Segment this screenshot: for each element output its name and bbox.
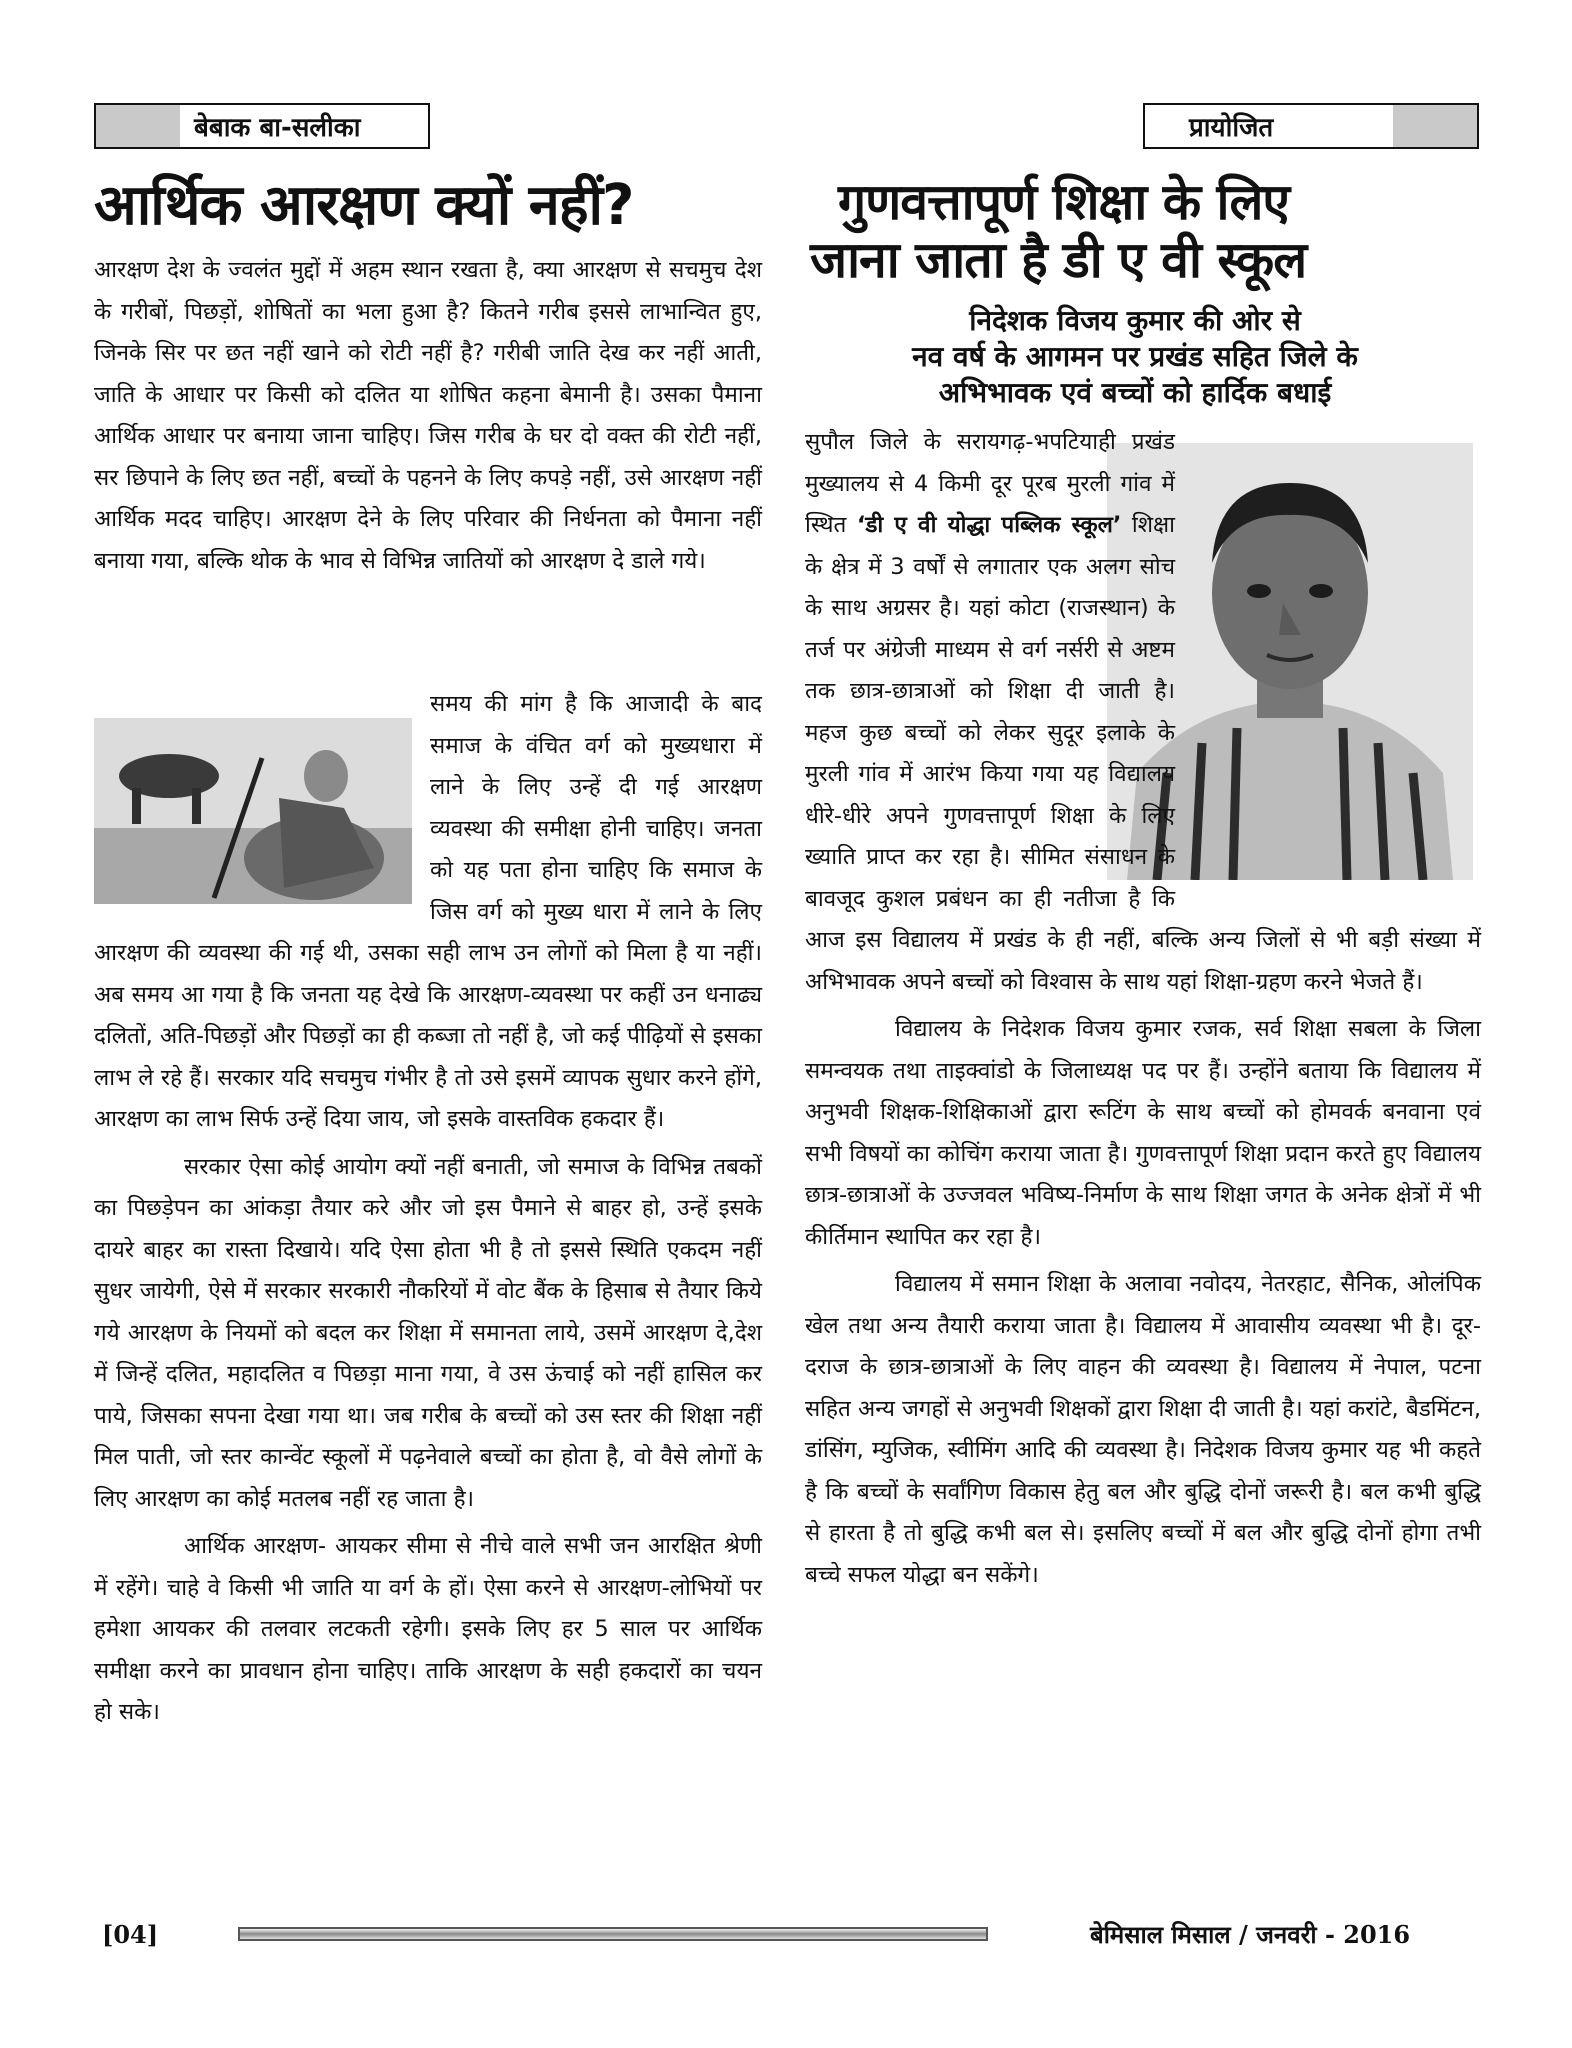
right-headline-line-1: गुणवत्तापूर्ण शिक्षा के लिए (838, 173, 1290, 231)
footer-rule (238, 1927, 988, 1941)
magazine-issue: बेमिसाल मिसाल / जनवरी - 2016 (1090, 1920, 1411, 1949)
right-intro-text: सुपौल जिले के सरायगढ़-भपटियाही प्रखंड मुख्यालय से 4 किमी दूर पूरब मुरली गांव में स्थित (805, 429, 1175, 538)
right-subhead-line-3: अभिभावक एवं बच्चों को हार्दिक बधाई (938, 376, 1332, 409)
right-subhead-line-1: निदेशक विजय कुमार की ओर से (969, 304, 1301, 337)
left-body-top (94, 250, 762, 582)
right-intro-text-2: शिक्षा के क्षेत्र में 3 वर्षों से लगातार एक अलग सोच के साथ अग्रसर है। यहां कोटा (राजस्थान) के तर्ज पर अंग्रेजी माध्यम से वर्ग नर्सरी से अष्टम तक छात्र-छात्राओं को शिक्षा दी जाती है। महज (805, 512, 1175, 746)
section-tag-right (1143, 103, 1479, 149)
section-tag-label-right: प्रायोजित (1189, 113, 1274, 143)
right-para-1-cont: कुछ बच्चों को लेकर सुदूर इलाके के मुरली गांव में आरंभ किया गया यह विद्यालय धीरे-धीरे अपने गुणवत्तापूर्ण शिक्षा के लिए ख्याति प्राप्त कर रहा है। सीमित संसाधन के बावजूद कुशल प्रबंधन का ही नतीजा है कि आज इस विद्यालय में प्रखंड के ही नहीं, बल्कि अन्य जिलों से भी बड़ी संख्या में अभिभावक अपने बच्चों को विश्वास के साथ यहां शिक्षा-ग्रहण करने भेजते हैं। (805, 719, 1481, 995)
left-para-1: आरक्षण देश के ज्वलंत मुद्दों में अहम स्थान रखता है, क्या आरक्षण से सचमुच देश के गरीबों, पिछड़ों, शोषितों का भला हुआ है? कितने गरीब इससे लाभान्वित हुए, जिनके सिर पर छत नहीं खाने को रोटी नहीं है? गरीबी जाति देख कर नहीं आती, जाति के आधार पर किसी को दलित या शोषित कहना बेमानी है। उसका पैमाना आर्थिक आधार पर बनाया जाना चाहिए। जिस गरीब के घर दो वक्त की रोटी नहीं, सर छिपाने के लिए छत नहीं, बच्चों के पहनने के लिए कपड़े नहीं, उसे आरक्षण नहीं आर्थिक मदद चाहिए। आरक्षण देने के लिए परिवार की निर्धनता को पैमाना नहीं बनाया गया, बल्कि थोक के भाव से विभिन्न जातियों को आरक्षण दे डाले गये। (94, 257, 762, 574)
section-tag-left (94, 103, 430, 149)
left-para-3: सरकार ऐसा कोई आयोग क्यों नहीं बनाती, जो समाज के विभिन्न तबकों का पिछड़ेपन का आंकड़ा तैयार करे और जो इस पैमाने से बाहर हो, उन्हें इसके दायरे बाहर का रास्ता दिखाये। यदि ऐसा होता भी है तो इससे स्थिति एकदम नहीं सुधर जायेगी, ऐसे में सरकार सरकारी नौकरियों में वोट बैंक के हिसाब से तैयार किये गये आरक्षण के नियमों को बदल कर शिक्षा में समानता लाये, उसमें आरक्षण दे,देश में जिन्हें दलित, महादलित व पिछड़ा माना गया, वे उस ऊंचाई को नहीं हासिल कर पाये, जिसका सपना देखा गया था। जब गरीब के बच्चों को उस स्तर की शिक्षा नहीं मिल पाती, जो स्तर कान्वेंट स्कूलों में पढ़नेवाले बच्चों का होता है, वो वैसे लोगों के लिए आरक्षण का कोई मतलब नहीं रह जाता है। (94, 1153, 762, 1512)
left-para-2 (94, 684, 762, 1141)
tag-shade-right (1393, 105, 1477, 147)
photo-float-spacer (94, 684, 430, 928)
right-body (805, 422, 1481, 1596)
left-para-2-text: समय की मांग है कि आजादी के बाद समाज के वंचित वर्ग को मुख्यधारा में लाने के लिए उन्हें दी गई आरक्षण व्यवस्था की समीक्षा होनी चाहिए। जनता को यह पता होना चाहिए कि समाज के जिस वर्ग को मुख्य धारा में लाने के लिए आरक्षण की व्यवस्था की गई थी, उसका सही लाभ उन लोगों को मिला है या नहीं। अब समय आ गया है कि जनता यह देखे कि आरक्षण-व्यवस्था पर कहीं उन धनाढ्य दलितों, अति-पिछड़ों और पिछड़ों का ही कब्जा तो नहीं है, जो कई पीढ़ियों से इसका लाभ ले रहे हैं। सरकार यदि सचमुच गंभीर है तो उसे इसमें व्यापक सुधार करने होंगे, आरक्षण का लाभ सिर्फ उन्हें दिया जाय, जो इसके वास्तविक हकदार हैं। (94, 691, 762, 1132)
portrait-float-spacer (1175, 422, 1481, 888)
right-para-3: विद्यालय में समान शिक्षा के अलावा नवोदय, नेतरहाट, सैनिक, ओलंपिक खेल तथा अन्य तैयारी कराया जाता है। विद्यालय में आवासीय व्यवस्था भी है। दूर-दराज के छात्र-छात्राओं के लिए वाहन की व्यवस्था है। विद्यालय में नेपाल, पटना सहित अन्य जगहों से अनुभवी शिक्षकों द्वारा शिक्षा दी जाती है। यहां करांटे, बैडमिंटन, डांसिंग, म्युजिक, स्वीमिंग आदि की व्यवस्था है। निदेशक विजय कुमार यह भी कहते है कि बच्चों के सर्वांगिण विकास हेतु बल और बुद्धि दोनों जरूरी है। बल कभी बुद्धि से हारता है तो बुद्धि कभी बल से। इसलिए बच्चों में बल और बुद्धि दोनों होगा तभी बच्चे सफल योद्धा बन सकेंगे। (805, 1271, 1481, 1588)
left-headline: आर्थिक आरक्षण क्यों नहीं? (94, 173, 634, 238)
section-tag-label: बेबाक बा-सलीका (194, 113, 361, 143)
right-para-2: विद्यालय के निदेशक विजय कुमार रजक, सर्व शिक्षा सबला के जिला समन्वयक तथा ताइक्वांडो के जिलाध्यक्ष पद पर हैं। उन्होंने बताया कि विद्यालय में अनुभवी शिक्षक-शिक्षिकाओं द्वारा रूटिंग के साथ बच्चों को होमवर्क बनवाना एवं सभी विषयों का कोचिंग कराया जाता है। गुणवत्तापूर्ण शिक्षा प्रदान करते हुए विद्यालय छात्र-छात्राओं के उज्जवल भविष्य-निर्माण के साथ शिक्षा जगत के अनेक क्षेत्रों में भी कीर्तिमान स्थापित कर रहा है। (805, 1016, 1481, 1250)
right-subhead-line-2: नव वर्ष के आगमन पर प्रखंड सहित जिले के (912, 340, 1358, 373)
page-number: [04] (102, 1920, 159, 1949)
school-name: ‘डी ए वी योद्धा पब्लिक स्कूल’ (856, 512, 1122, 538)
right-headline-line-2: जाना जाता है डी ए वी स्कूल (810, 231, 1307, 289)
left-body-middle (94, 684, 762, 1734)
left-para-4: आर्थिक आरक्षण- आयकर सीमा से नीचे वाले सभी जन आरक्षित श्रेणी में रहेंगे। चाहे वे किसी भी जाति या वर्ग के हों। ऐसा करने से आरक्षण-लोभियों पर हमेशा आयकर की तलवार लटकती रहेगी। इसके लिए हर 5 साल पर आर्थिक समीक्षा करने का प्रावधान होना चाहिए। ताकि आरक्षण के सही हकदारों का चयन हो सके। (94, 1533, 762, 1725)
tag-shade (96, 105, 180, 147)
right-intro (805, 422, 1481, 1003)
